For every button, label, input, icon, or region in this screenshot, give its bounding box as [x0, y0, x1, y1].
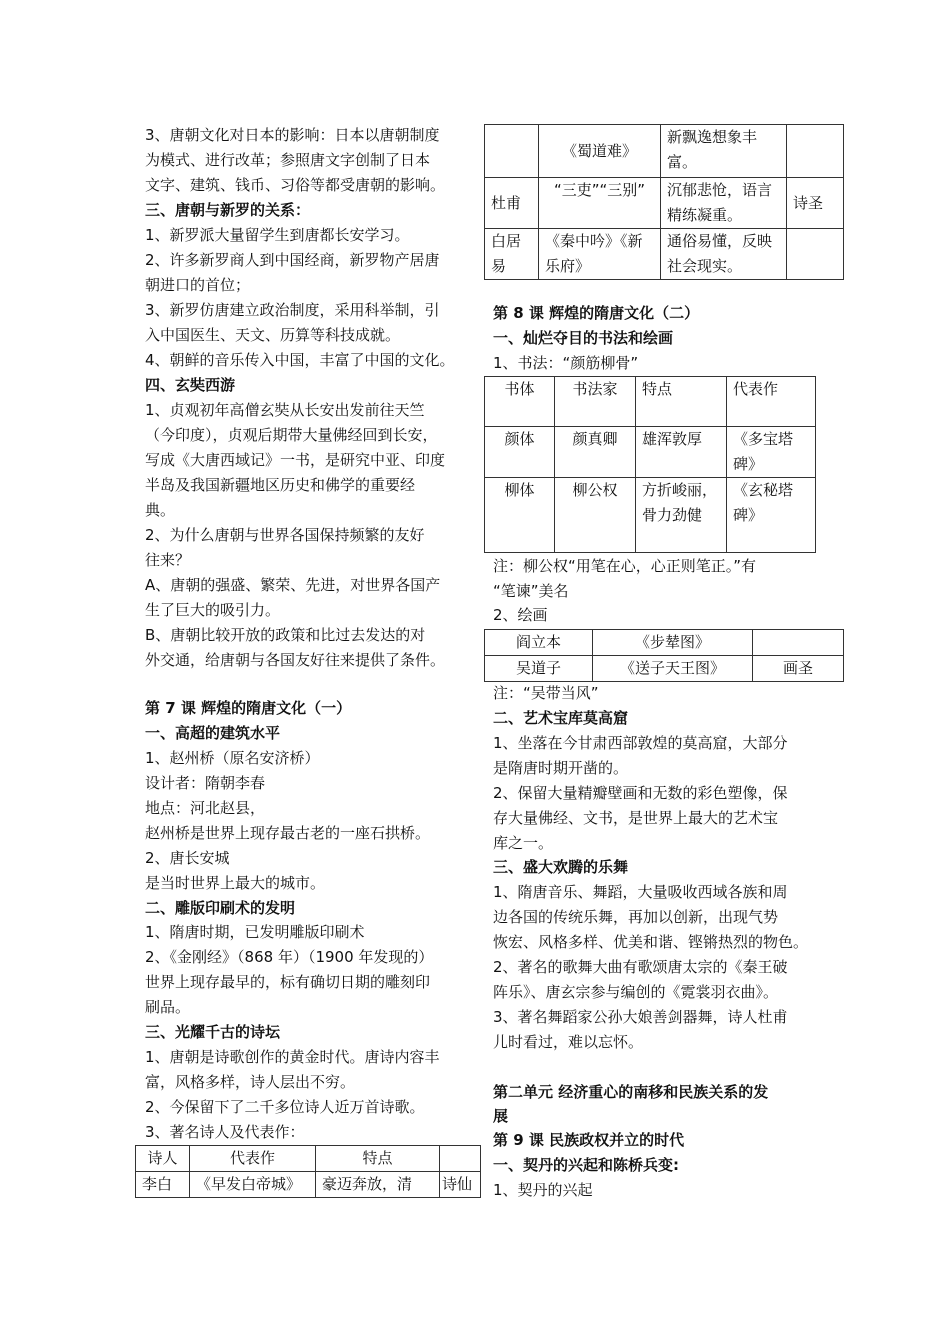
table-cell: 颜真卿 [555, 427, 636, 478]
table-cell: 白居易 [485, 229, 539, 280]
table-cell: 《秦中吟》《新乐府》 [539, 229, 661, 280]
text-line: 1、隋唐音乐、舞蹈，大量吸收西域各族和周 [493, 883, 788, 901]
table-cell: 《多宝塔碑》 [727, 427, 816, 478]
table-cell: 诗圣 [787, 178, 844, 229]
text-line: 刷品。 [145, 998, 191, 1016]
table-cell: 新飘逸想象丰富。 [661, 125, 787, 178]
text-line: 1、赵州桥（原名安济桥） [145, 749, 320, 767]
text-line: 2、《金刚经》（868 年）（1900 年发现的） [145, 948, 434, 966]
table-cell: 特点 [636, 377, 727, 427]
text-line: 边各国的传统乐舞，再加以创新，出现气势 [493, 908, 779, 926]
table-cell: 画圣 [753, 656, 844, 682]
unit-title-cont: 展 [493, 1107, 509, 1125]
text-line: 1、隋唐时期，已发明雕版印刷术 [145, 923, 365, 941]
text-line: 文字、建筑、钱币、习俗等都受唐朝的影响。 [145, 176, 446, 194]
calligraphy-table [484, 376, 816, 553]
table-cell: 代表作 [190, 1146, 316, 1172]
text-line: 入中国医生、天文、历算等科技成就。 [145, 326, 401, 344]
text-line: B、唐朝比较开放的政策和比过去发达的对 [145, 626, 426, 644]
text-line: 赵州桥是世界上现存最古老的一座石拱桥。 [145, 824, 431, 842]
table-cell: 雄浑敦厚 [636, 427, 727, 478]
text-line: 恢宏、风格多样、优美和谐、铿锵热烈的物色。 [493, 933, 809, 951]
table-row [485, 229, 844, 280]
table-cell: 《送子天王图》 [593, 656, 753, 682]
text-line: 1、书法：“颜筋柳骨” [493, 354, 639, 372]
text-line: 是当时世界上最大的城市。 [145, 874, 326, 892]
text-line: 2、绘画 [493, 606, 548, 624]
text-line: 生了巨大的吸引力。 [145, 601, 281, 619]
text-line: 1、唐朝是诗歌创作的黄金时代。唐诗内容丰 [145, 1048, 440, 1066]
text-line: 3、唐朝文化对日本的影响：日本以唐朝制度 [145, 126, 440, 144]
section-heading: 三、唐朝与新罗的关系： [145, 201, 311, 219]
table-cell: 诗仙 [440, 1172, 481, 1198]
table-cell [485, 125, 539, 178]
text-line: 2、保留大量精瓣壁画和无数的彩色塑像，保 [493, 784, 788, 802]
text-line: 阵乐》、唐玄宗参与编创的《霓裳羽衣曲》。 [493, 983, 779, 1001]
text-line: 1、坐落在今甘肃西部敦煌的莫高窟，大部分 [493, 734, 788, 752]
text-line: 1、贞观初年高僧玄奘从长安出发前往天竺 [145, 401, 425, 419]
text-line: A、唐朝的强盛、繁荣、先进，对世界各国产 [145, 576, 441, 594]
section-heading: 三、盛大欢腾的乐舞 [493, 858, 629, 876]
text-line: 2、今保留下了二千多位诗人近万首诗歌。 [145, 1098, 425, 1116]
table-cell: 书法家 [555, 377, 636, 427]
table-cell: 诗人 [136, 1146, 190, 1172]
table-cell: 特点 [316, 1146, 440, 1172]
table-row [485, 630, 844, 656]
table-cell: 《步辇图》 [593, 630, 753, 656]
unit-title: 第二单元 经济重心的南移和民族关系的发 [493, 1083, 769, 1101]
text-line: 1、新罗派大量留学生到唐都长安学习。 [145, 226, 410, 244]
table-cell: 豪迈奔放，清 [316, 1172, 440, 1198]
lesson-title: 第 8 课 辉煌的隋唐文化（二） [493, 304, 700, 322]
table-row [485, 656, 844, 682]
text-line: 2、许多新罗商人到中国经商，新罗物产居唐 [145, 251, 440, 269]
table-cell: “三吏”“三别” [539, 178, 661, 229]
table-cell: 吴道子 [485, 656, 593, 682]
text-line: 3、新罗仿唐建立政治制度，采用科举制，引 [145, 301, 440, 319]
text-line: 为模式、进行改革；参照唐文字创制了日本 [145, 151, 431, 169]
table-cell [787, 125, 844, 178]
text-line: 半岛及我国新疆地区历史和佛学的重要经 [145, 476, 416, 494]
text-line: 存大量佛经、文书，是世界上最大的艺术宝 [493, 809, 779, 827]
table-cell: 《玄秘塔碑》 [727, 478, 816, 553]
text-line: 地点：河北赵县， [145, 799, 266, 817]
lesson-title: 第 7 课 辉煌的隋唐文化（一） [145, 699, 352, 717]
section-heading: 一、高超的建筑水平 [145, 724, 281, 742]
text-line: 是隋唐时期开凿的。 [493, 759, 629, 777]
section-heading: 二、艺术宝库莫高窟 [493, 709, 629, 727]
text-line: 典。 [145, 501, 176, 519]
table-cell: 代表作 [727, 377, 816, 427]
table-cell [753, 630, 844, 656]
text-line: 3、著名诗人及代表作： [145, 1123, 305, 1141]
table-cell [787, 229, 844, 280]
table-cell: 柳体 [485, 478, 555, 553]
text-line: 1、契丹的兴起 [493, 1181, 593, 1199]
text-line: 4、朝鲜的音乐传入中国，丰富了中国的文化。 [145, 351, 455, 369]
table-row [136, 1146, 481, 1172]
section-heading: 三、光耀千古的诗坛 [145, 1023, 281, 1041]
text-line: 富，风格多样，诗人层出不穷。 [145, 1073, 356, 1091]
table-cell: 颜体 [485, 427, 555, 478]
text-line: 往来？ [145, 551, 191, 569]
table-row [136, 1172, 481, 1198]
poet-table [135, 1145, 481, 1198]
table-cell: 方折峻丽，骨力劲健 [636, 478, 727, 553]
text-line: 设计者：隋朝李春 [145, 774, 266, 792]
table-row [485, 178, 844, 229]
text-line: 写成《大唐西域记》一书，是研究中亚、印度 [145, 451, 446, 469]
table-row [485, 125, 844, 178]
text-line: 3、著名舞蹈家公孙大娘善剑器舞，诗人杜甫 [493, 1008, 788, 1026]
text-line: 注：柳公权“用笔在心，心正则笔正。”有 [493, 557, 757, 575]
text-line: （今印度），贞观后期带大量佛经回到长安， [145, 426, 438, 444]
painting-table [484, 629, 844, 682]
table-cell: 杜甫 [485, 178, 539, 229]
section-heading: 一、灿烂夺目的书法和绘画 [493, 329, 674, 347]
text-line: “笔谏”美名 [493, 582, 569, 600]
table-cell: 通俗易懂，反映社会现实。 [661, 229, 787, 280]
table-cell: 《早发白帝城》 [190, 1172, 316, 1198]
table-cell [440, 1146, 481, 1172]
text-line: 注：“吴带当风” [493, 684, 599, 702]
section-heading: 二、雕版印刷术的发明 [145, 899, 296, 917]
table-cell: 阎立本 [485, 630, 593, 656]
table-row [485, 377, 816, 427]
text-line: 库之一。 [493, 834, 554, 852]
text-line: 2、著名的歌舞大曲有歌颂唐太宗的《秦王破 [493, 958, 788, 976]
table-row [485, 427, 816, 478]
text-line: 外交通，给唐朝与各国友好往来提供了条件。 [145, 651, 446, 669]
table-cell: 书体 [485, 377, 555, 427]
text-line: 朝进口的首位； [145, 276, 251, 294]
table-cell: 柳公权 [555, 478, 636, 553]
text-line: 2、为什么唐朝与世界各国保持频繁的友好 [145, 526, 425, 544]
lesson-title: 第 9 课 民族政权并立的时代 [493, 1131, 685, 1149]
table-cell: 李白 [136, 1172, 190, 1198]
section-heading: 一、契丹的兴起和陈桥兵变: [493, 1156, 679, 1174]
text-line: 儿时看过，难以忘怀。 [493, 1033, 644, 1051]
poet-table-continued [484, 124, 844, 280]
table-row [485, 478, 816, 553]
section-heading: 四、玄奘西游 [145, 376, 236, 394]
text-line: 世界上现存最早的，标有确切日期的雕刻印 [145, 973, 431, 991]
text-line: 2、唐长安城 [145, 849, 230, 867]
table-cell: 《蜀道难》 [539, 125, 661, 178]
table-cell: 沉郁悲怆，语言精练凝重。 [661, 178, 787, 229]
